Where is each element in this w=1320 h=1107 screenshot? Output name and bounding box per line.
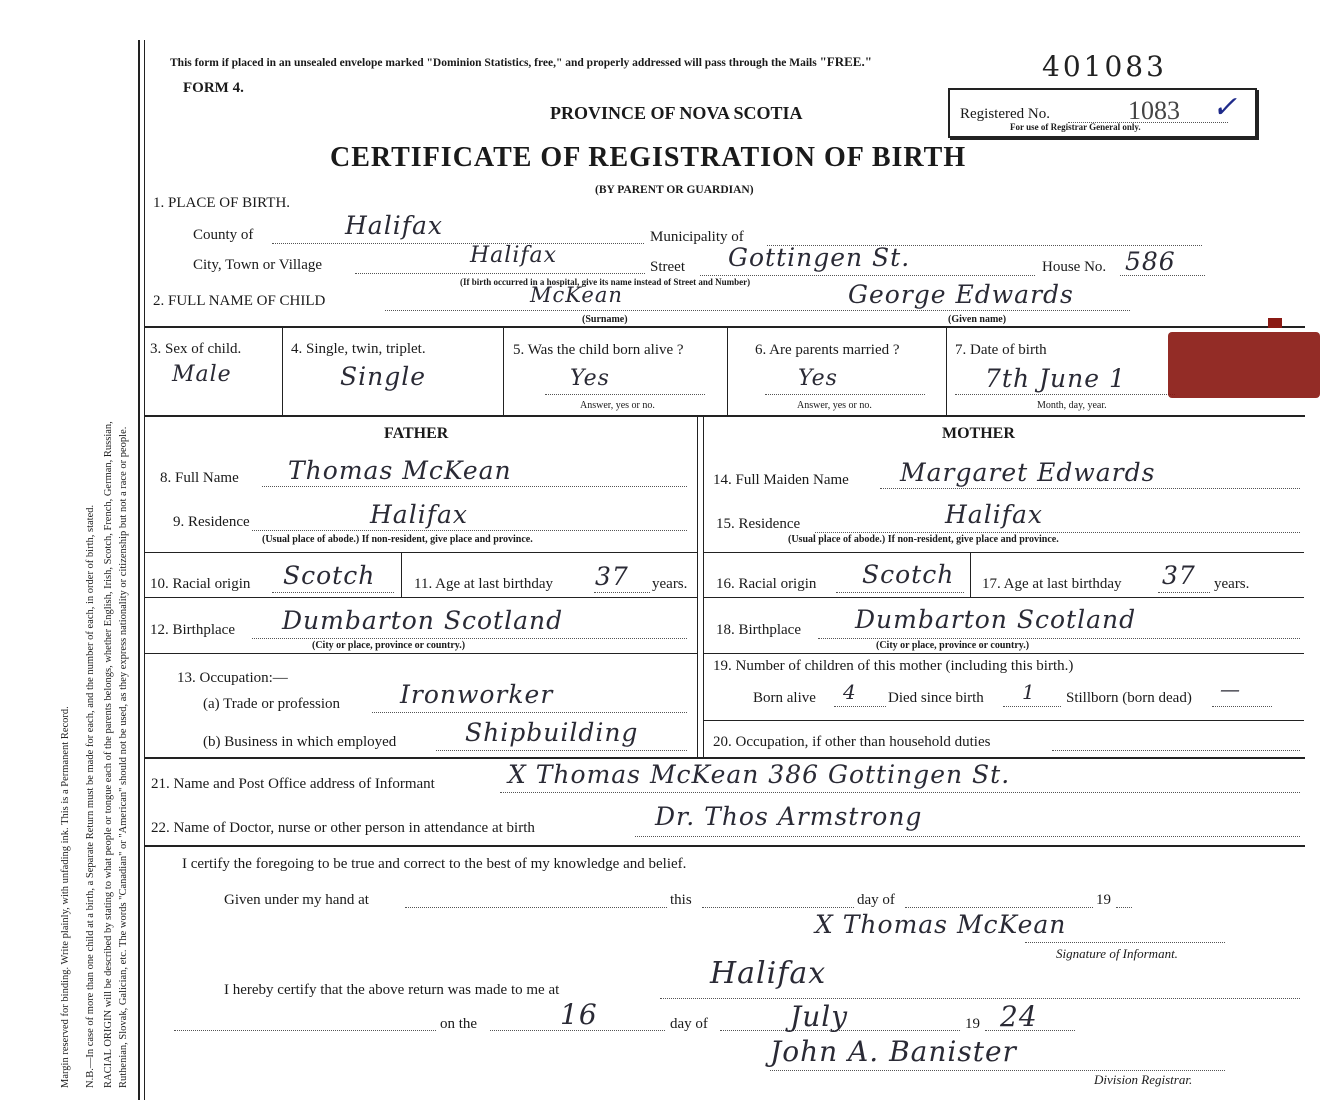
- alive-value: Yes: [570, 366, 610, 391]
- certificate-title: CERTIFICATE OF REGISTRATION OF BIRTH: [330, 142, 967, 173]
- registered-check: ✓: [1212, 90, 1239, 125]
- red-seal-stain: [1168, 332, 1320, 398]
- mother-row-sep-2: [704, 597, 1304, 598]
- born-alive-line: [834, 706, 886, 707]
- left-border: [138, 40, 140, 1100]
- stillborn-line: [1212, 706, 1272, 707]
- doctor-bottom-rule: [145, 845, 1305, 847]
- street-value: Gottingen St.: [728, 243, 911, 272]
- registrar-day-value: 16: [560, 998, 598, 1031]
- registrar-month-value: July: [790, 1000, 849, 1033]
- alive-note: Answer, yes or no.: [580, 400, 655, 411]
- city-label: City, Town or Village: [193, 257, 323, 273]
- side-note-2: N.B.—In case of more than one child at a birth, a Separate Return must be made for each, and the number of each, in order of birth, stated.: [85, 504, 96, 1088]
- mother-row-sep-3: [704, 653, 1304, 654]
- mother-row-sep-1: [704, 552, 1304, 553]
- stamp-number: 401083: [1042, 50, 1167, 83]
- child-box-top: [145, 326, 1305, 328]
- informant-signature: X Thomas McKean: [815, 910, 1067, 939]
- father-row-sep-3: [145, 653, 697, 654]
- died-value: 1: [1022, 680, 1036, 704]
- father-business-line: [436, 750, 687, 751]
- father-trade-line: [372, 712, 687, 713]
- mother-racial-sep: [970, 553, 971, 597]
- stillborn-label: Stillborn (born dead): [1066, 690, 1192, 706]
- mother-birthplace-line: [818, 638, 1300, 639]
- registrar-day-of-label: day of: [670, 1016, 708, 1032]
- sex-value: Male: [172, 362, 232, 387]
- father-residence-label: 9. Residence: [173, 514, 250, 530]
- street-line: [700, 275, 1035, 276]
- father-birthplace-line: [252, 638, 687, 639]
- doctor-value: Dr. Thos Armstrong: [655, 802, 923, 831]
- mother-occupation-label: 20. Occupation, if other than household duties: [713, 734, 991, 750]
- child-surname-value: McKean: [530, 283, 623, 307]
- given-place-line: [405, 907, 667, 908]
- mother-racial-line: [836, 592, 964, 593]
- alive-label: 5. Was the child born alive ?: [513, 342, 684, 358]
- doctor-label: 22. Name of Doctor, nurse or other person in attendance at birth: [151, 820, 535, 836]
- registrar-place-value: Halifax: [710, 956, 827, 991]
- province-heading: PROVINCE OF NOVA SCOTIA: [550, 103, 803, 123]
- county-line: [272, 243, 644, 244]
- father-trade-label: (a) Trade or profession: [203, 696, 341, 712]
- certify-statement: I certify the foregoing to be true and correct to the best of my knowledge and belief.: [182, 856, 687, 872]
- street-label: Street: [650, 259, 685, 275]
- registrar-year-value: 24: [1000, 1000, 1038, 1033]
- stillborn-value: —: [1220, 677, 1241, 701]
- parents-bottom: [145, 757, 1305, 759]
- registrar-note: For use of Registrar General only.: [1010, 122, 1141, 132]
- given-under-label: Given under my hand at: [224, 892, 369, 908]
- given-day-line: [702, 907, 854, 908]
- parents-div-b: [703, 417, 704, 757]
- mail-note: This form if placed in an unsealed envelope marked "Dominion Statistics, free," and properly addressed will pass through the Mails "FREE.": [170, 54, 872, 69]
- left-border-inner: [144, 40, 145, 1100]
- father-racial-label: 10. Racial origin: [150, 576, 251, 592]
- city-value: Halifax: [470, 243, 558, 268]
- hospital-note: (If birth occurred in a hospital, give its name instead of Street and Number): [460, 277, 751, 287]
- father-name-label: 8. Full Name: [160, 470, 239, 486]
- registrar-signature-line: [770, 1070, 1225, 1071]
- county-label: County of: [193, 227, 254, 243]
- registered-label: Registered No.: [960, 106, 1050, 122]
- father-racial-value: Scotch: [283, 561, 376, 590]
- given-this-label: this: [670, 892, 692, 908]
- registrar-year-prefix: 19: [965, 1016, 980, 1032]
- informant-signature-line: [1025, 942, 1225, 943]
- given-year-line: [1116, 907, 1132, 908]
- doctor-line: [635, 836, 1300, 837]
- born-alive-value: 4: [843, 680, 857, 704]
- place-of-birth-heading: 1. PLACE OF BIRTH.: [153, 195, 291, 211]
- side-note-4: Ruthenian, Slovak, Galician, etc. The words "Canadian" or "American" should not be used, as they express nationality or citizenship but not a race or people.: [118, 426, 129, 1088]
- father-row-sep-2: [145, 597, 697, 598]
- mother-name-value: Margaret Edwards: [900, 458, 1156, 487]
- dob-label: 7. Date of birth: [955, 342, 1047, 358]
- child-given-value: George Edwards: [848, 280, 1074, 309]
- died-label: Died since birth: [888, 690, 984, 706]
- child-box-div-3: [727, 328, 728, 415]
- mother-name-label: 14. Full Maiden Name: [713, 472, 849, 488]
- side-note-1: Margin reserved for binding. Write plainly, with unfading ink. This is a Permanent Record.: [60, 706, 71, 1088]
- mother-children-label: 19. Number of children of this mother (including this birth.): [713, 658, 1074, 674]
- registrar-place-line: [660, 998, 1300, 999]
- died-line: [1003, 706, 1061, 707]
- father-trade-value: Ironworker: [400, 680, 554, 709]
- child-surname-note: (Surname): [582, 314, 628, 325]
- child-box-div-4: [946, 328, 947, 415]
- registrar-pre-line: [174, 1030, 436, 1031]
- informant-value: X Thomas McKean 386 Gottingen St.: [508, 760, 1011, 789]
- married-line: [765, 394, 925, 395]
- father-age-unit: years.: [652, 576, 688, 592]
- mother-racial-value: Scotch: [862, 560, 955, 589]
- mother-row-sep-4: [704, 720, 1304, 721]
- city-line: [355, 273, 645, 274]
- given-day-of-label: day of: [857, 892, 895, 908]
- father-business-label: (b) Business in which employed: [203, 734, 397, 750]
- mother-age-value: 37: [1162, 561, 1196, 590]
- dob-note: Month, day, year.: [1037, 400, 1107, 411]
- child-box-div-2: [503, 328, 504, 415]
- child-box-bottom: [145, 415, 1305, 417]
- father-business-value: Shipbuilding: [465, 718, 639, 747]
- born-alive-label: Born alive: [753, 690, 816, 706]
- mother-heading: MOTHER: [942, 425, 1015, 442]
- married-label: 6. Are parents married ?: [755, 342, 900, 358]
- registered-box: [948, 88, 1257, 138]
- father-occupation-label: 13. Occupation:—: [177, 670, 288, 686]
- father-name-value: Thomas McKean: [288, 456, 512, 485]
- sex-label: 3. Sex of child.: [150, 341, 242, 357]
- informant-label: 21. Name and Post Office address of Informant: [151, 776, 435, 792]
- given-month-line: [905, 907, 1093, 908]
- dob-value: 7th June 1: [985, 364, 1126, 393]
- married-note: Answer, yes or no.: [797, 400, 872, 411]
- father-residence-note: (Usual place of abode.) If non-resident, give place and province.: [262, 534, 533, 545]
- mother-age-unit: years.: [1214, 576, 1250, 592]
- parents-div-a: [697, 417, 698, 757]
- father-birthplace-note: (City or place, province or country.): [312, 640, 466, 651]
- mother-residence-line: [815, 532, 1300, 533]
- registrar-signature: John A. Banister: [770, 1035, 1017, 1068]
- registrar-on-the-label: on the: [440, 1016, 478, 1032]
- mother-birthplace-note: (City or place, province or country.): [876, 640, 1030, 651]
- father-residence-value: Halifax: [370, 500, 468, 529]
- given-year-prefix: 19: [1096, 892, 1111, 908]
- mother-birthplace-value: Dumbarton Scotland: [855, 605, 1137, 634]
- mother-residence-label: 15. Residence: [716, 516, 801, 532]
- child-name-label: 2. FULL NAME OF CHILD: [153, 293, 326, 309]
- county-value: Halifax: [345, 211, 443, 240]
- child-name-line: [385, 310, 1130, 311]
- registered-value: 1083: [1128, 96, 1180, 125]
- father-racial-line: [272, 592, 394, 593]
- mother-residence-note: (Usual place of abode.) If non-resident, give place and province.: [788, 534, 1059, 545]
- dob-line: [955, 394, 1175, 395]
- child-given-note: (Given name): [948, 314, 1007, 325]
- mother-age-line: [1158, 592, 1210, 593]
- municipality-label: Municipality of: [650, 229, 744, 245]
- father-row-sep-1: [145, 552, 697, 553]
- father-age-value: 37: [595, 562, 629, 591]
- father-residence-line: [252, 530, 687, 531]
- father-racial-sep: [401, 553, 402, 597]
- plurality-value: Single: [340, 362, 427, 391]
- stain-mark: [1268, 318, 1282, 328]
- house-label: House No.: [1042, 259, 1107, 275]
- father-heading: FATHER: [384, 425, 449, 442]
- alive-line: [545, 394, 705, 395]
- father-birthplace-value: Dumbarton Scotland: [282, 606, 564, 635]
- father-age-label: 11. Age at last birthday: [414, 576, 553, 592]
- certificate-subtitle: (BY PARENT OR GUARDIAN): [595, 184, 754, 196]
- mother-age-label: 17. Age at last birthday: [982, 576, 1122, 592]
- married-value: Yes: [798, 366, 838, 391]
- mother-residence-value: Halifax: [945, 500, 1043, 529]
- informant-signature-label: Signature of Informant.: [1056, 946, 1178, 961]
- house-value: 586: [1125, 247, 1176, 276]
- father-name-line: [262, 486, 687, 487]
- mother-name-line: [880, 488, 1300, 489]
- side-note-3: RACIAL ORIGIN will be described by stating to what people or tongue each of the parents belongs, whether English, Irish, Scotch, French, German, Russian,: [103, 421, 114, 1088]
- mother-occupation-line: [1052, 750, 1300, 751]
- mother-racial-label: 16. Racial origin: [716, 576, 817, 592]
- plurality-label: 4. Single, twin, triplet.: [291, 341, 426, 357]
- mother-birthplace-label: 18. Birthplace: [716, 622, 801, 638]
- child-box-div-1: [282, 328, 283, 415]
- registrar-statement: I hereby certify that the above return was made to me at: [224, 982, 560, 998]
- father-age-line: [594, 592, 650, 593]
- informant-line: [500, 792, 1300, 793]
- father-birthplace-label: 12. Birthplace: [150, 622, 235, 638]
- form-number: FORM 4.: [183, 80, 244, 96]
- registrar-signature-label: Division Registrar.: [1094, 1072, 1193, 1087]
